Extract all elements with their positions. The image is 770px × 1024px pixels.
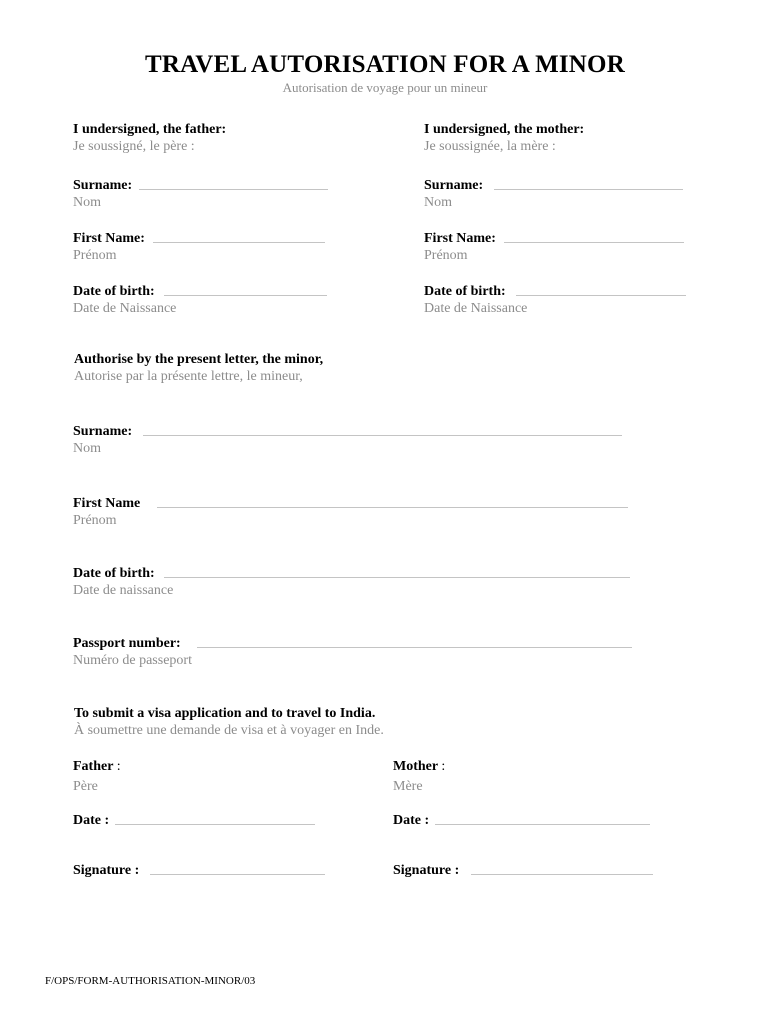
mother-signature-label: Signature :: [393, 863, 460, 878]
father-sign-colon: :: [116, 759, 121, 774]
father-sign-fr: Père: [73, 779, 98, 794]
form-subtitle: Autorisation de voyage pour un mineur: [282, 80, 488, 95]
father-date-label: Date :: [73, 813, 110, 828]
father-firstname-fr: Prénom: [73, 248, 117, 263]
minor-surname-label: Surname:: [73, 424, 133, 439]
father-signature-field[interactable]: [150, 874, 325, 875]
mother-heading-fr: Je soussignée, la mère :: [424, 139, 556, 154]
mother-date-label: Date :: [393, 813, 430, 828]
mother-firstname-fr: Prénom: [424, 248, 468, 263]
minor-passport-fr: Numéro de passeport: [73, 653, 192, 668]
form-code: F/OPS/FORM-AUTHORISATION-MINOR/03: [45, 975, 256, 987]
minor-firstname-label: First Name: [73, 496, 141, 511]
mother-surname-label: Surname:: [424, 178, 484, 193]
minor-firstname-fr: Prénom: [73, 513, 117, 528]
purpose-text: To submit a visa application and to travel to India.: [74, 706, 376, 721]
mother-surname-fr: Nom: [424, 195, 452, 210]
mother-sign-fr: Mère: [393, 779, 423, 794]
minor-surname-field[interactable]: [143, 435, 622, 436]
father-dob-label: Date of birth:: [73, 284, 155, 299]
mother-surname-field[interactable]: [494, 189, 683, 190]
minor-passport-field[interactable]: [197, 647, 632, 648]
father-firstname-label: First Name:: [73, 231, 145, 246]
mother-firstname-label: First Name:: [424, 231, 496, 246]
authorise-heading: Authorise by the present letter, the minor,: [74, 352, 324, 367]
authorise-heading-fr: Autorise par la présente lettre, le mineur,: [74, 369, 303, 384]
father-surname-label: Surname:: [73, 178, 133, 193]
father-dob-fr: Date de Naissance: [73, 301, 177, 316]
mother-dob-fr: Date de Naissance: [424, 301, 528, 316]
mother-sign-heading: [393, 758, 445, 775]
form-title: TRAVEL AUTORISATION FOR A MINOR: [145, 51, 625, 78]
minor-dob-fr: Date de naissance: [73, 583, 174, 598]
father-surname-field[interactable]: [139, 189, 328, 190]
mother-date-field[interactable]: [435, 824, 650, 825]
father-sign-heading: [73, 758, 121, 775]
mother-firstname-field[interactable]: [504, 242, 684, 243]
minor-dob-field[interactable]: [164, 577, 630, 578]
father-signature-label: Signature :: [73, 863, 140, 878]
mother-sign-label: Mother: [393, 759, 438, 774]
father-date-field[interactable]: [115, 824, 315, 825]
mother-dob-field[interactable]: [516, 295, 686, 296]
father-firstname-field[interactable]: [153, 242, 325, 243]
minor-dob-label: Date of birth:: [73, 566, 155, 581]
father-dob-field[interactable]: [164, 295, 327, 296]
mother-signature-field[interactable]: [471, 874, 653, 875]
father-surname-fr: Nom: [73, 195, 101, 210]
minor-passport-label: Passport number:: [73, 636, 181, 651]
mother-dob-label: Date of birth:: [424, 284, 506, 299]
mother-heading: I undersigned, the mother:: [424, 122, 585, 137]
minor-firstname-field[interactable]: [157, 507, 628, 508]
father-heading-fr: Je soussigné, le père :: [73, 139, 195, 154]
purpose-text-fr: À soumettre une demande de visa et à voyager en Inde.: [74, 723, 384, 738]
mother-sign-colon: :: [441, 759, 446, 774]
father-sign-label: Father: [73, 759, 114, 774]
father-heading: I undersigned, the father:: [73, 122, 227, 137]
minor-surname-fr: Nom: [73, 441, 101, 456]
